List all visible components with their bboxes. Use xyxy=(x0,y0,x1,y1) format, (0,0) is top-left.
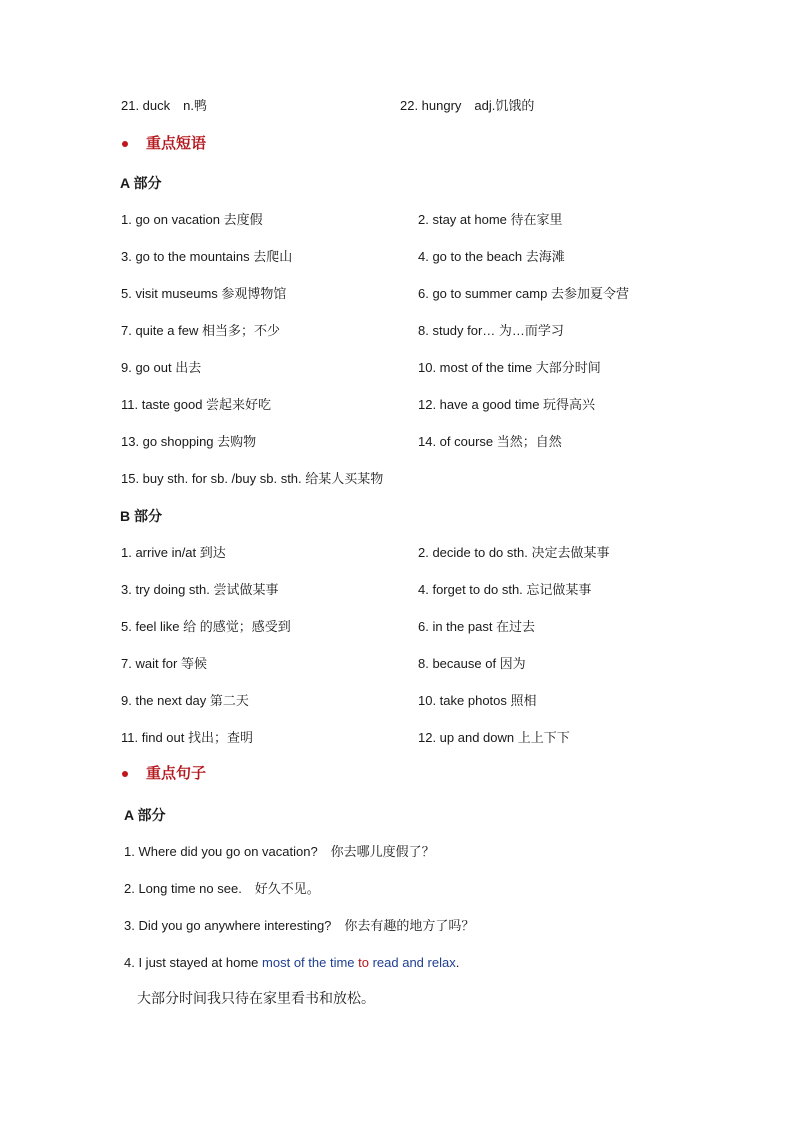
phrase-item: 5. visit museums 参观博物馆 xyxy=(121,286,287,301)
highlight-phrase: most of the time xyxy=(262,955,355,970)
phrase-item: 6. go to summer camp 去参加夏令营 xyxy=(418,286,629,301)
phrase-item: 11. taste good 尝起来好吃 xyxy=(121,397,272,412)
phrase-item: 7. quite a few 相当多；不少 xyxy=(121,323,280,338)
sentence-item xyxy=(124,955,459,971)
phrase-item: 5. feel like 给 的感觉；感受到 xyxy=(121,619,291,634)
phrase-item: 2. stay at home 待在家里 xyxy=(418,212,563,227)
sentence-item: 3. Did you go anywhere interesting? 你去有趣的地方了吗？ xyxy=(124,918,475,933)
sentence-text: 4. I just stayed at home xyxy=(124,955,263,970)
highlight-word: to xyxy=(354,955,373,970)
phrase-item: 13. go shopping 去购物 xyxy=(121,434,257,449)
phrase-item: 4. go to the beach 去海滩 xyxy=(418,249,565,264)
phrase-item: 14. of course 当然；自然 xyxy=(418,434,562,449)
sentence-translation: 大部分时间我只待在家里看书和放松。 xyxy=(137,990,375,1006)
vocab-item: 21. duck n.鸭 xyxy=(121,98,207,113)
phrase-item: 9. go out 出去 xyxy=(121,360,202,375)
phrase-item: 3. go to the mountains 去爬山 xyxy=(121,249,293,264)
phrase-item: 8. study for… 为…而学习 xyxy=(418,323,564,338)
phrase-item: 4. forget to do sth. 忘记做某事 xyxy=(418,582,592,597)
phrase-item: 15. buy sth. for sb. /buy sb. sth. 给某人买某物 xyxy=(121,471,384,486)
sentence-end: . xyxy=(455,955,460,970)
phrase-item: 6. in the past 在过去 xyxy=(418,619,536,634)
vocab-item: 22. hungry adj.饥饿的 xyxy=(400,98,535,113)
phrase-item: 10. most of the time 大部分时间 xyxy=(418,360,601,375)
phrase-item: 1. arrive in/at 到达 xyxy=(121,545,226,560)
highlight-phrase: read and relax xyxy=(372,955,456,970)
part-b-heading: B 部分 xyxy=(120,508,162,524)
section-heading-sentences: 重点句子 xyxy=(146,765,207,782)
phrase-item: 1. go on vacation 去度假 xyxy=(121,212,263,227)
phrase-item: 12. up and down 上上下下 xyxy=(418,730,570,745)
phrase-item: 2. decide to do sth. 决定去做某事 xyxy=(418,545,610,560)
bullet-icon xyxy=(122,141,128,147)
phrase-item: 11. find out 找出；查明 xyxy=(121,730,253,745)
sentence-item: 1. Where did you go on vacation? 你去哪儿度假了？ xyxy=(124,844,435,859)
part-a-heading: A 部分 xyxy=(120,175,162,191)
phrase-item: 10. take photos 照相 xyxy=(418,693,537,708)
phrase-item: 3. try doing sth. 尝试做某事 xyxy=(121,582,279,597)
phrase-item: 9. the next day 第二天 xyxy=(121,693,249,708)
phrase-item: 8. because of 因为 xyxy=(418,656,526,671)
phrase-item: 12. have a good time 玩得高兴 xyxy=(418,397,596,412)
phrase-item: 7. wait for 等候 xyxy=(121,656,207,671)
sentences-part-a-heading: A 部分 xyxy=(124,807,166,823)
section-heading-phrases: 重点短语 xyxy=(146,135,207,152)
sentence-item: 2. Long time no see. 好久不见。 xyxy=(124,881,320,896)
bullet-icon xyxy=(122,771,128,777)
